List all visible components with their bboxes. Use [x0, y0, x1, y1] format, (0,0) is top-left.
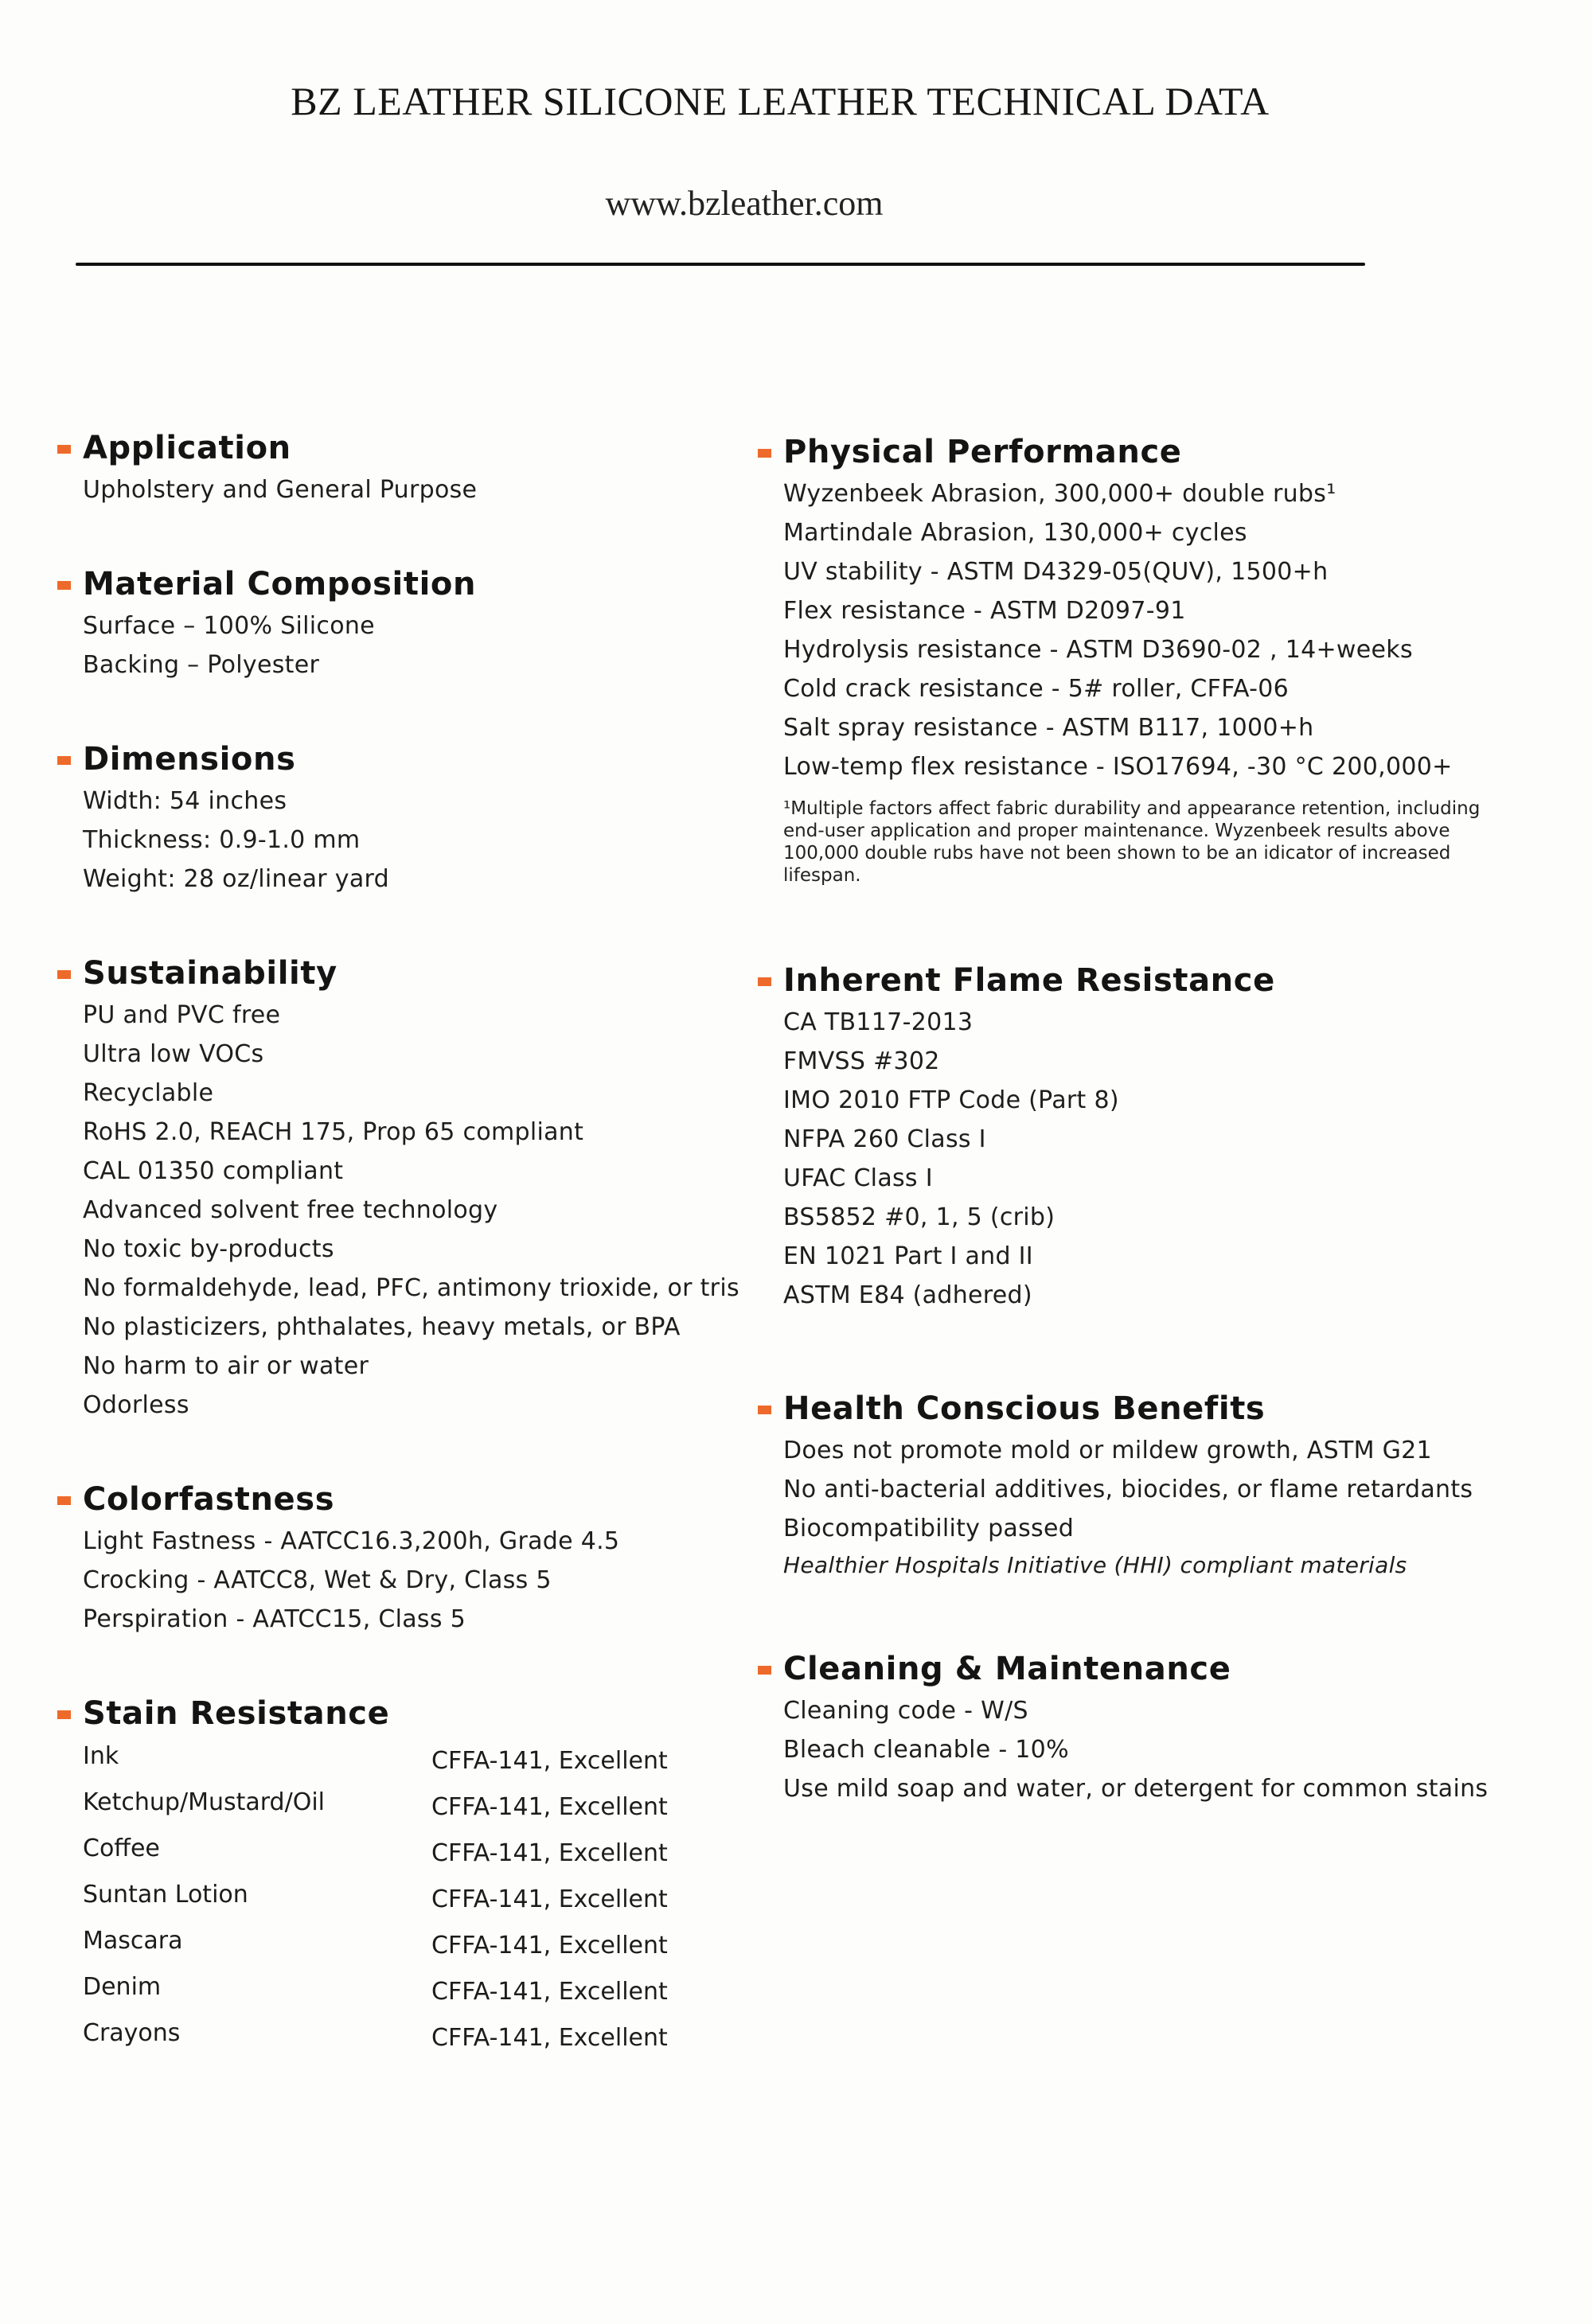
- section-line: ASTM E84 (adhered): [783, 1281, 1032, 1309]
- stain-row: [83, 1828, 764, 1874]
- section-title: Cleaning & Maintenance: [783, 1651, 1231, 1687]
- section-line: CA TB117-2013: [783, 1008, 974, 1036]
- section-title: Physical Performance: [783, 434, 1182, 470]
- section-title: Sustainability: [83, 955, 338, 992]
- section-application: [48, 426, 764, 509]
- stain-row: [83, 1874, 764, 1920]
- stain-rating: CFFA-141, Excellent: [431, 1747, 668, 1775]
- section-line: Flex resistance - ASTM D2097-91: [783, 597, 1186, 625]
- stain-item: Mascara: [83, 1927, 183, 1955]
- stain-rating: CFFA-141, Excellent: [431, 1793, 668, 1821]
- section-line: Use mild soap and water, or detergent for common stains: [783, 1775, 1489, 1803]
- right-column: [748, 430, 1552, 1808]
- stain-item: Coffee: [83, 1835, 160, 1862]
- bullet-square-icon: [57, 1710, 71, 1719]
- section-dimensions: [48, 737, 764, 899]
- bullet-square-icon: [57, 445, 71, 454]
- section-line: Width: 54 inches: [83, 787, 287, 815]
- section-line: No plasticizers, phthalates, heavy metals, or BPA: [83, 1313, 681, 1341]
- bullet-square-icon: [57, 756, 71, 765]
- section-line: EN 1021 Part I and II: [783, 1242, 1033, 1270]
- header-divider: [76, 263, 1365, 266]
- stain-item: Ink: [83, 1742, 119, 1770]
- section-line: Salt spray resistance - ASTM B117, 1000+h: [783, 714, 1314, 742]
- section-line: Martindale Abrasion, 130,000+ cycles: [783, 519, 1247, 547]
- section-line: No formaldehyde, lead, PFC, antimony trioxide, or tris: [83, 1274, 739, 1302]
- section-line: Cleaning code - W/S: [783, 1697, 1028, 1725]
- section-line: RoHS 2.0, REACH 175, Prop 65 compliant: [83, 1118, 584, 1146]
- section-line: Hydrolysis resistance - ASTM D3690-02 , 14+weeks: [783, 636, 1413, 664]
- section-sustainability: [48, 951, 764, 1425]
- section-line: PU and PVC free: [83, 1001, 281, 1029]
- bullet-square-icon: [57, 1496, 71, 1505]
- section-line: No anti-bacterial additives, biocides, or flame retardants: [783, 1476, 1473, 1503]
- stain-rating: CFFA-141, Excellent: [431, 1839, 668, 1867]
- section-line: UV stability - ASTM D4329-05(QUV), 1500+h: [783, 558, 1329, 586]
- bullet-square-icon: [758, 449, 771, 458]
- document-title: BZ LEATHER SILICONE LEATHER TECHNICAL DATA: [291, 79, 1270, 123]
- stain-rating: CFFA-141, Excellent: [431, 1978, 668, 2006]
- section-line: NFPA 260 Class I: [783, 1125, 986, 1153]
- section-line: Ultra low VOCs: [83, 1040, 264, 1068]
- stain-row: [83, 1920, 764, 1967]
- section-flame-resistance: [748, 958, 1552, 1315]
- section-line: Recyclable: [83, 1079, 214, 1107]
- section-line: Backing – Polyester: [83, 651, 320, 679]
- section-title: Stain Resistance: [83, 1695, 390, 1732]
- section-line: Upholstery and General Purpose: [83, 476, 478, 504]
- section-line: Low-temp flex resistance - ISO17694, -30 °C 200,000+: [783, 753, 1453, 781]
- section-line: Light Fastness - AATCC16.3,200h, Grade 4.5: [83, 1527, 620, 1555]
- section-cleaning-maintenance: [748, 1647, 1552, 1808]
- bullet-square-icon: [758, 1406, 771, 1414]
- section-title: Inherent Flame Resistance: [783, 962, 1275, 999]
- section-health-benefits: [748, 1386, 1552, 1583]
- section-title: Colorfastness: [83, 1481, 335, 1518]
- section-line: Advanced solvent free technology: [83, 1196, 498, 1224]
- stain-item: Ketchup/Mustard/Oil: [83, 1788, 325, 1816]
- stain-row: [83, 1967, 764, 2013]
- section-line: Odorless: [83, 1391, 189, 1419]
- section-colorfastness: [48, 1477, 764, 1639]
- section-line: Biocompatibility passed: [783, 1515, 1075, 1542]
- section-line: Thickness: 0.9-1.0 mm: [83, 826, 361, 854]
- section-line: Weight: 28 oz/linear yard: [83, 865, 389, 893]
- footnote: ¹Multiple factors affect fabric durability and appearance retention, including end-user application and proper maintenance. Wyzenbeek results above 100,000 double rubs have not been shown to be an idicator of increased lifespan.: [783, 798, 1481, 886]
- section-stain-resistance: [48, 1691, 764, 2059]
- stain-row: [83, 2013, 764, 2059]
- section-line: IMO 2010 FTP Code (Part 8): [783, 1086, 1119, 1114]
- section-title: Material Composition: [83, 566, 477, 602]
- bullet-square-icon: [758, 1666, 771, 1675]
- website-url: www.bzleather.com: [605, 184, 884, 223]
- section-line: UFAC Class I: [783, 1164, 933, 1192]
- stain-rating: CFFA-141, Excellent: [431, 1885, 668, 1913]
- bullet-square-icon: [57, 970, 71, 979]
- stain-item: Suntan Lotion: [83, 1881, 248, 1909]
- section-line: No toxic by-products: [83, 1235, 334, 1263]
- section-line: Bleach cleanable - 10%: [783, 1736, 1069, 1764]
- bullet-square-icon: [57, 581, 71, 590]
- section-line: Perspiration - AATCC15, Class 5: [83, 1605, 466, 1633]
- section-line: Does not promote mold or mildew growth, ASTM G21: [783, 1437, 1432, 1464]
- section-line: FMVSS #302: [783, 1047, 940, 1075]
- hhi-note: Healthier Hospitals Initiative (HHI) compliant materials: [783, 1552, 1407, 1578]
- stain-item: Crayons: [83, 2019, 181, 2047]
- section-material-composition: [48, 562, 764, 684]
- section-line: Surface – 100% Silicone: [83, 612, 375, 640]
- stain-row: [83, 1736, 764, 1782]
- section-physical-performance: [748, 430, 1552, 887]
- section-line: Crocking - AATCC8, Wet & Dry, Class 5: [83, 1566, 552, 1594]
- section-line: BS5852 #0, 1, 5 (crib): [783, 1203, 1055, 1231]
- section-line: Cold crack resistance - 5# roller, CFFA-06: [783, 675, 1290, 703]
- stain-item: Denim: [83, 1973, 162, 2001]
- section-line: Wyzenbeek Abrasion, 300,000+ double rubs¹: [783, 480, 1336, 508]
- stain-rating: CFFA-141, Excellent: [431, 1932, 668, 1959]
- bullet-square-icon: [758, 977, 771, 986]
- section-title: Dimensions: [83, 741, 296, 778]
- left-column: [48, 426, 764, 2059]
- stain-rating: CFFA-141, Excellent: [431, 2024, 668, 2052]
- section-line: No harm to air or water: [83, 1352, 369, 1380]
- section-line: CAL 01350 compliant: [83, 1157, 344, 1185]
- section-title: Health Conscious Benefits: [783, 1390, 1266, 1427]
- stain-row: [83, 1782, 764, 1828]
- section-title: Application: [83, 430, 291, 466]
